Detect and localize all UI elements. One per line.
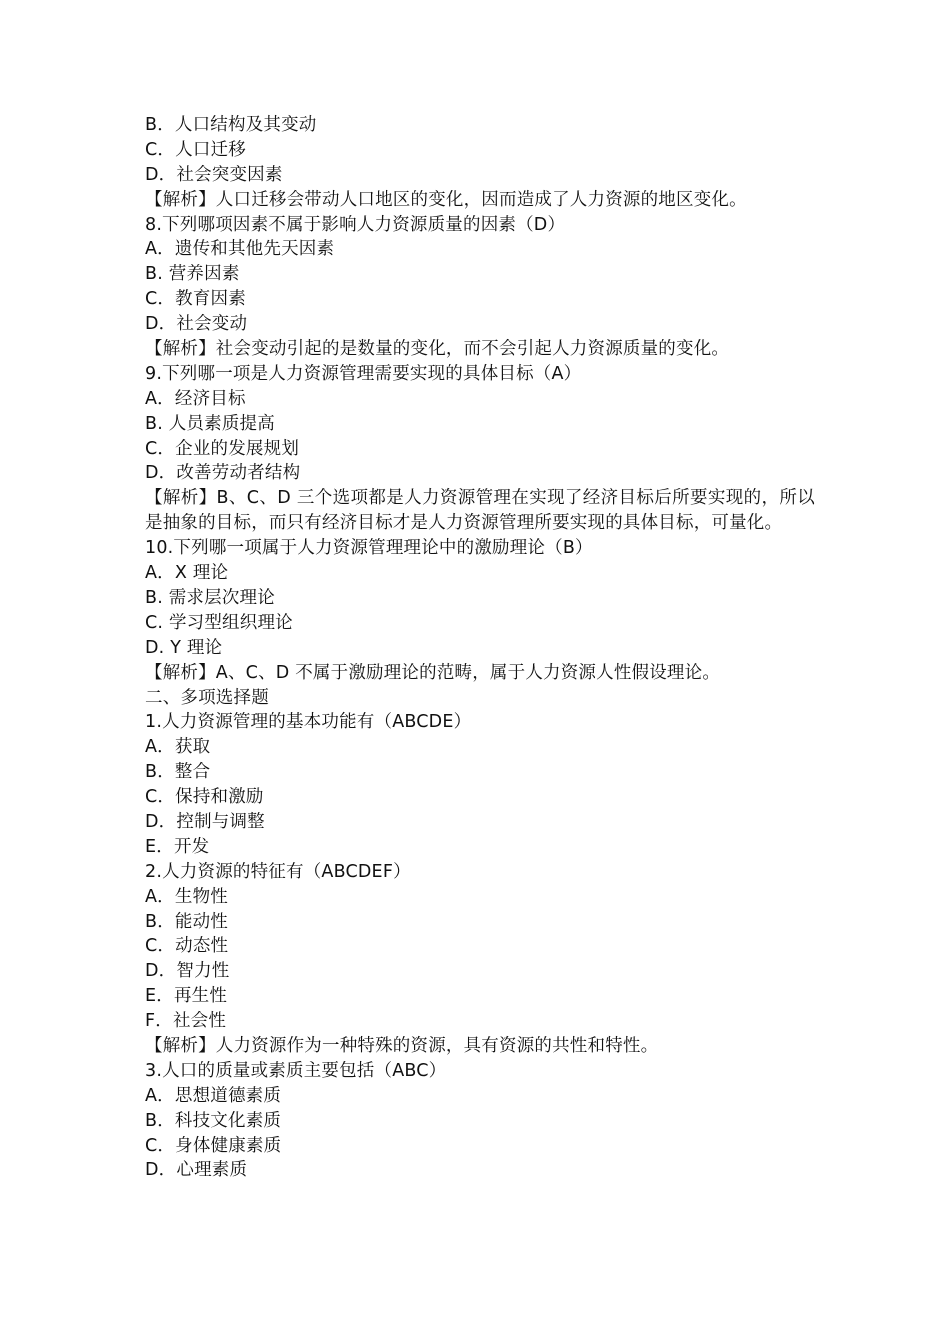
option-a: A．思想道德素质 [145, 1085, 282, 1106]
option-b: B．人口结构及其变动 [145, 115, 317, 135]
option-b: B. 需求层次理论 [145, 587, 275, 608]
option-c: C. 学习型组织理论 [145, 612, 293, 633]
option-a: A．获取 [145, 737, 211, 758]
analysis-paragraph: 【解析】B、C、D 三个选项都是人力资源管理在实现了经济目标后所要实现的，所以是抽象的目标，而只有经济目标才是人力资源管理所要实现的具体目标，可量化。 [145, 488, 815, 534]
document-page [145, 113, 815, 1183]
option-c: C．企业的发展规划 [145, 438, 300, 459]
option-c: C．身体健康素质 [145, 1135, 282, 1156]
option-c: C．教育因素 [145, 289, 246, 310]
option-b: B．科技文化素质 [145, 1110, 282, 1131]
option-d: D．心理素质 [145, 1160, 248, 1181]
question-multi-3: 3.人口的质量或素质主要包括（ABC） [145, 1060, 447, 1081]
option-d: D．智力性 [145, 961, 230, 982]
option-e: E．再生性 [145, 986, 228, 1007]
section-heading: 二、多项选择题 [145, 687, 269, 708]
question-multi-1: 1.人力资源管理的基本功能有（ABCDE） [145, 712, 472, 733]
option-d: D．社会突变因素 [145, 164, 283, 185]
option-d: D．改善劳动者结构 [145, 463, 301, 484]
analysis-text: 【解析】社会变动引起的是数量的变化，而不会引起人力资源质量的变化。 [145, 339, 730, 360]
question-8: 8.下列哪项因素不属于影响人力资源质量的因素（D） [145, 214, 566, 235]
option-d: D．控制与调整 [145, 811, 265, 832]
option-d: D. Y 理论 [145, 637, 223, 658]
question-10: 10.下列哪一项属于人力资源管理理论中的激励理论（B） [145, 538, 593, 559]
question-multi-2: 2.人力资源的特征有（ABCDEF） [145, 861, 411, 882]
analysis-text: 【解析】人口迁移会带动人口地区的变化，因而造成了人力资源的地区变化。 [145, 189, 747, 210]
option-c: C．动态性 [145, 936, 229, 957]
option-a: A．生物性 [145, 886, 228, 907]
option-a: A．X 理论 [145, 563, 229, 584]
analysis-text: 【解析】人力资源作为一种特殊的资源，具有资源的共性和特性。 [145, 1035, 659, 1056]
option-c: C．人口迁移 [145, 139, 246, 160]
option-b: B．整合 [145, 762, 211, 783]
option-d: D．社会变动 [145, 314, 248, 335]
option-a: A．遗传和其他先天因素 [145, 239, 335, 260]
option-b: B. 人员素质提高 [145, 413, 275, 434]
option-b: B．能动性 [145, 911, 229, 932]
option-f: F．社会性 [145, 1011, 227, 1032]
option-b: B. 营养因素 [145, 264, 240, 285]
analysis-text: 【解析】A、C、D 不属于激励理论的范畴，属于人力资源人性假设理论。 [145, 662, 721, 683]
option-e: E．开发 [145, 836, 210, 857]
question-9: 9.下列哪一项是人力资源管理需要实现的具体目标（A） [145, 363, 582, 384]
option-c: C．保持和激励 [145, 787, 264, 808]
option-a: A．经济目标 [145, 388, 246, 409]
